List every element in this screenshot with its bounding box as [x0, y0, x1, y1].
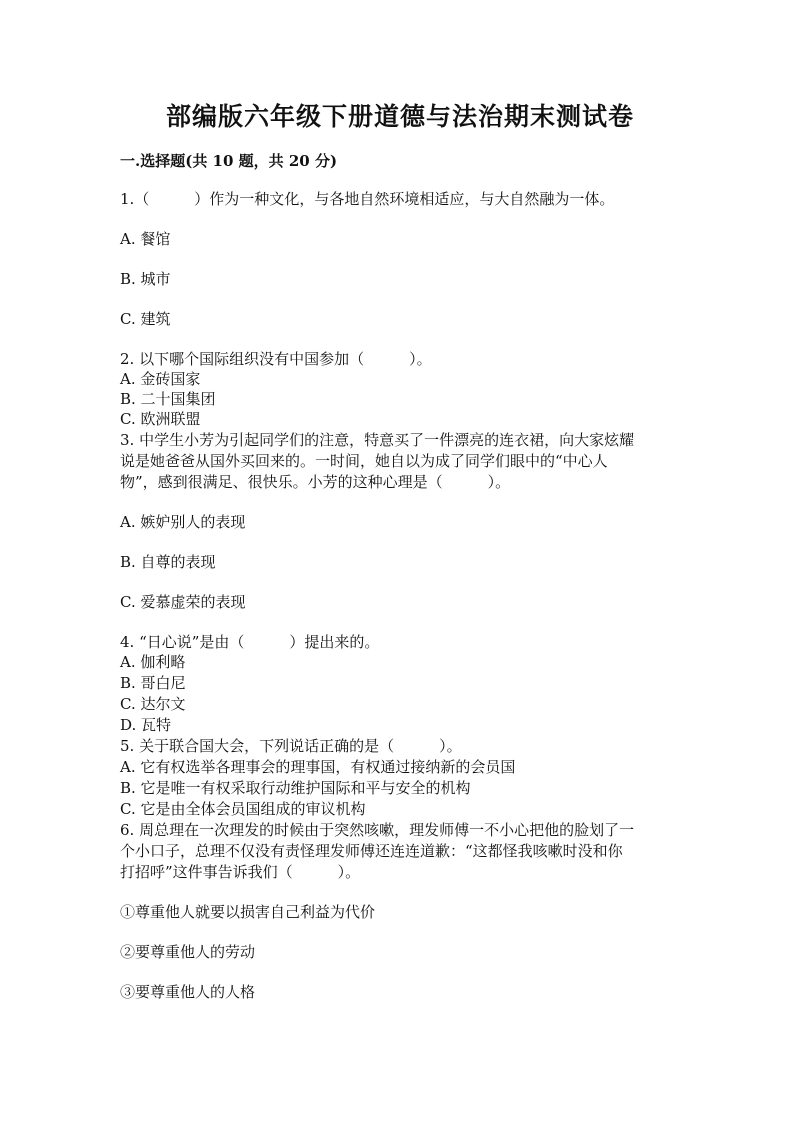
question-4-option-a: A. 伽利略	[120, 653, 186, 671]
question-5-option-a: A. 它有权选举各理事会的理事国，有权通过接纳新的会员国	[120, 758, 516, 776]
question-3-stem-line-1: 3. 中学生小芳为引起同学们的注意，特意买了一件漂亮的连衣裙，向大家炫耀	[120, 431, 635, 449]
question-1-option-c: C. 建筑	[120, 310, 171, 328]
section-heading: 一.选择题(共 10 题，共 20 分)	[120, 152, 338, 170]
question-3-stem-line-3: 物”，感到很满足、很快乐。小芳的这种心理是（ ）。	[120, 473, 511, 491]
question-1-option-b: B. 城市	[120, 270, 171, 288]
question-1-option-a: A. 餐馆	[120, 230, 171, 248]
question-4-option-c: C. 达尔文	[120, 695, 186, 713]
question-6-option-3: ③要尊重他人的人格	[120, 983, 256, 1001]
question-2-stem: 2. 以下哪个国际组织没有中国参加（ ）。	[120, 350, 432, 368]
question-6-stem-line-3: 打招呼”这件事告诉我们（ ）。	[120, 863, 361, 881]
exam-title: 部编版六年级下册道德与法治期末测试卷	[165, 102, 634, 131]
question-3-option-c: C. 爱慕虚荣的表现	[120, 593, 246, 611]
question-3-option-a: A. 嫉妒别人的表现	[120, 513, 246, 531]
question-4-stem: 4. “日心说”是由（ ）提出来的。	[120, 633, 380, 651]
question-5-stem: 5. 关于联合国大会，下列说话正确的是（ ）。	[120, 737, 462, 755]
question-2-option-a: A. 金砖国家	[120, 370, 201, 388]
question-3-option-b: B. 自尊的表现	[120, 553, 216, 571]
question-4-option-b: B. 哥白尼	[120, 674, 186, 692]
question-4-option-d: D. 瓦特	[120, 716, 172, 734]
question-6-option-1: ①尊重他人就要以损害自己利益为代价	[120, 903, 376, 921]
question-5-option-c: C. 它是由全体会员国组成的审议机构	[120, 800, 366, 818]
question-1-stem: 1.（ ）作为一种文化，与各地自然环境相适应，与大自然融为一体。	[120, 190, 615, 208]
question-6-option-2: ②要尊重他人的劳动	[120, 943, 256, 961]
question-2-option-b: B. 二十国集团	[120, 390, 216, 408]
question-3-stem-line-2: 说是她爸爸从国外买回来的。一时间，她自以为成了同学们眼中的“中心人	[120, 452, 608, 470]
question-6-stem-line-2: 个小口子，总理不仅没有责怪理发师傅还连连道歉：“这都怪我咳嗽时没和你	[120, 842, 623, 860]
question-2-option-c: C. 欧洲联盟	[120, 410, 201, 428]
question-5-option-b: B. 它是唯一有权采取行动维护国际和平与安全的机构	[120, 779, 471, 797]
question-6-stem-line-1: 6. 周总理在一次理发的时候由于突然咳嗽，理发师傅一不小心把他的脸划了一	[120, 821, 635, 839]
